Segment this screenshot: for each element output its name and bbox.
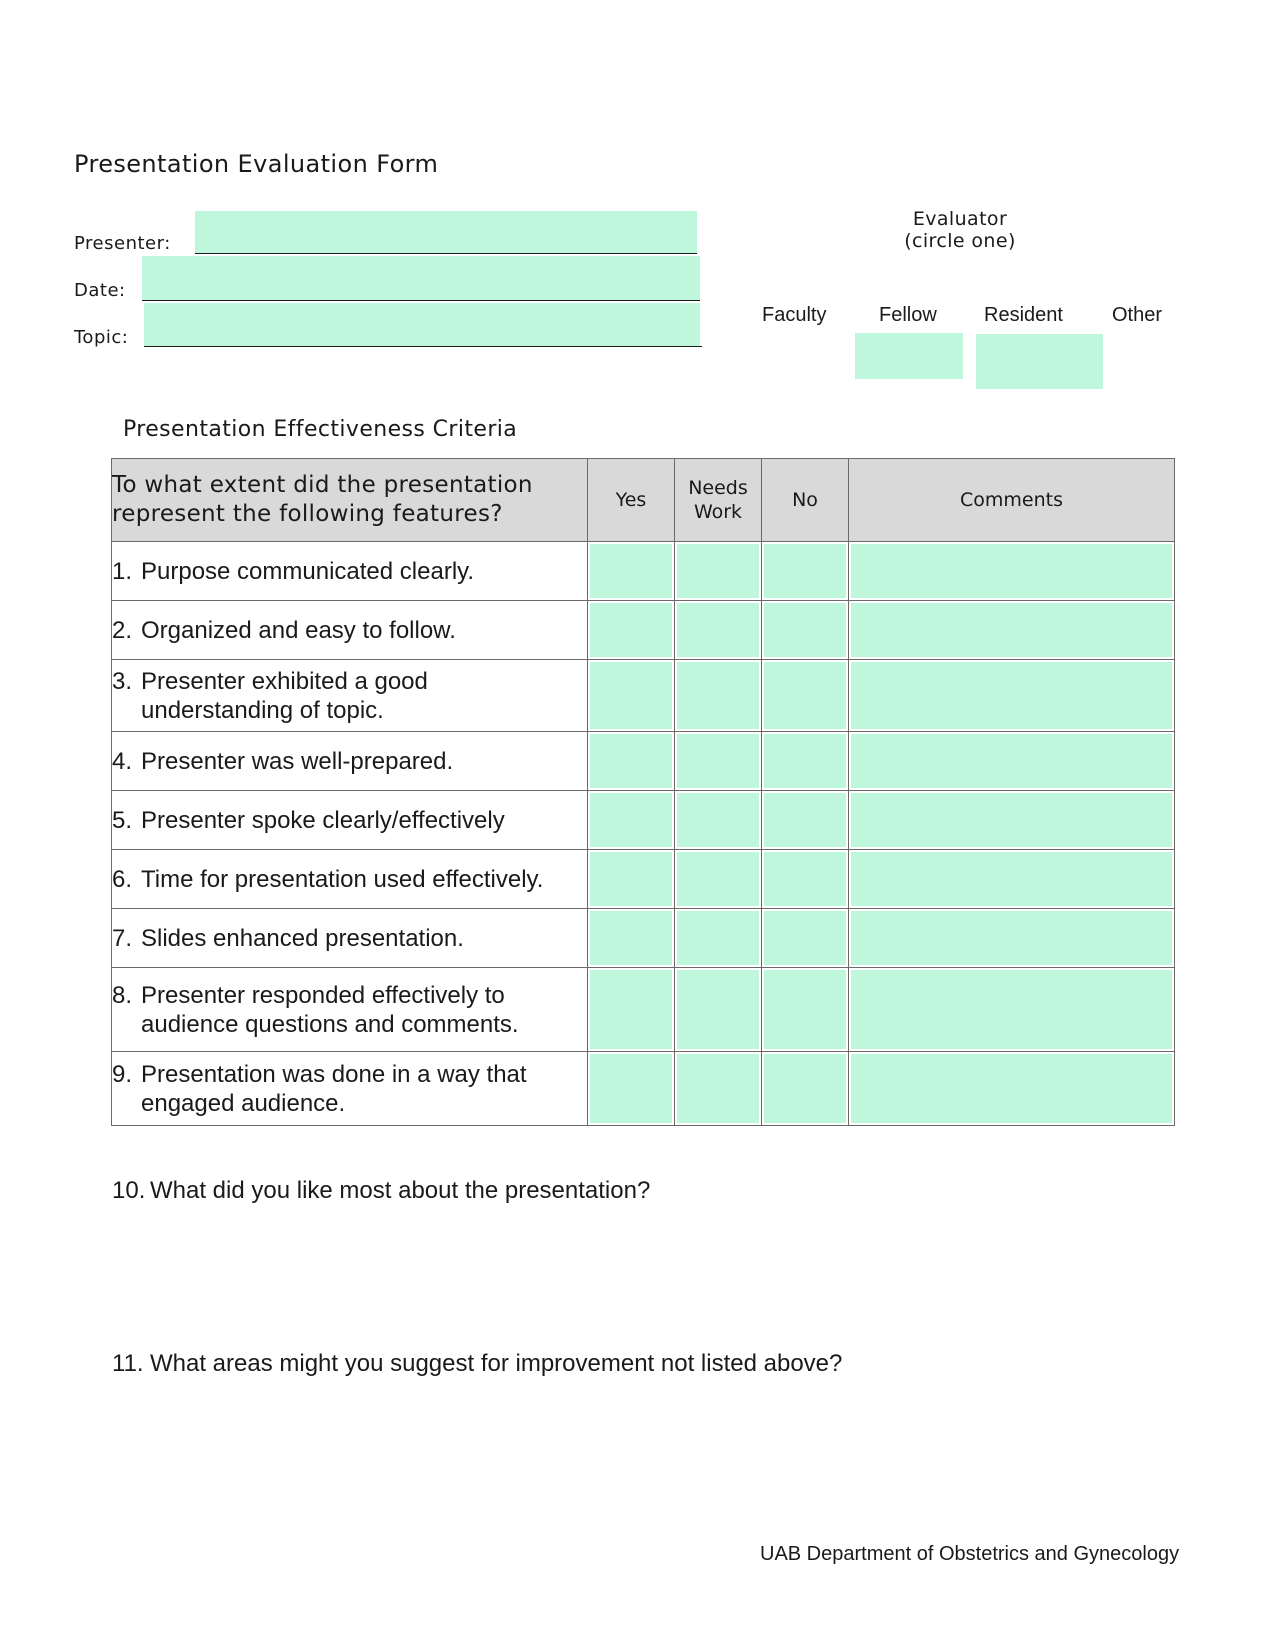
comments-field-fill [851, 911, 1172, 965]
comments-field-fill [851, 852, 1172, 906]
table-row [112, 732, 1175, 791]
comments-field[interactable] [849, 542, 1175, 601]
yes-box[interactable] [588, 732, 675, 791]
no-box-fill [764, 1054, 846, 1123]
comments-field[interactable] [849, 909, 1175, 968]
presenter-field[interactable] [195, 211, 697, 253]
no-box-fill [764, 793, 846, 847]
comments-field-fill [851, 1054, 1172, 1123]
criterion-text [112, 1052, 588, 1126]
presenter-label: Presenter: [74, 233, 171, 254]
needs-work-box-fill [677, 852, 759, 906]
yes-box-fill [590, 734, 672, 788]
table-row [112, 968, 1175, 1052]
yes-box[interactable] [588, 1052, 675, 1126]
comments-field[interactable] [849, 968, 1175, 1052]
no-box-fill [764, 970, 846, 1049]
topic-label: Topic: [74, 327, 129, 348]
needs-work-box[interactable] [675, 850, 762, 909]
criterion-text [112, 660, 588, 732]
criterion-number: 6. [112, 865, 133, 893]
needs-work-box-fill [677, 603, 759, 657]
criterion-text [112, 909, 588, 968]
criterion-number: 1. [112, 557, 133, 585]
needs-work-box-fill [677, 911, 759, 965]
no-box[interactable] [762, 909, 849, 968]
no-box[interactable] [762, 850, 849, 909]
no-box[interactable] [762, 542, 849, 601]
no-box-fill [764, 911, 846, 965]
yes-box-fill [590, 970, 672, 1049]
no-box[interactable] [762, 791, 849, 850]
needs-work-box-fill [677, 970, 759, 1049]
needs-work-box[interactable] [675, 791, 762, 850]
open-question-11: 11. What areas might you suggest for improvement not listed above? [112, 1350, 843, 1377]
yes-box-fill [590, 544, 672, 598]
yes-box[interactable] [588, 660, 675, 732]
criteria-table [111, 458, 1175, 1126]
criterion-number: 7. [112, 924, 133, 952]
role-other[interactable]: Other [1112, 304, 1163, 326]
comments-field-fill [851, 544, 1172, 598]
needs-work-box[interactable] [675, 968, 762, 1052]
no-box[interactable] [762, 968, 849, 1052]
comments-field-fill [851, 793, 1172, 847]
yes-column-header: Yes [588, 459, 675, 542]
no-box-fill [764, 734, 846, 788]
yes-box[interactable] [588, 850, 675, 909]
criterion-label: Slides enhanced presentation. [141, 924, 464, 952]
topic-underline [144, 346, 702, 347]
needs-work-box[interactable] [675, 909, 762, 968]
table-row [112, 909, 1175, 968]
criterion-label: Purpose communicated clearly. [141, 557, 475, 585]
topic-field[interactable] [144, 303, 700, 346]
table-row [112, 850, 1175, 909]
criterion-label: Presenter spoke clearly/effectively [141, 806, 505, 834]
criterion-number: 5. [112, 806, 133, 834]
table-row [112, 542, 1175, 601]
presenter-underline [195, 253, 697, 254]
comments-field-fill [851, 734, 1172, 788]
no-box-fill [764, 603, 846, 657]
fellow-field[interactable] [855, 333, 963, 379]
criterion-label: Organized and easy to follow. [141, 616, 456, 644]
comments-field-fill [851, 603, 1172, 657]
no-box[interactable] [762, 1052, 849, 1126]
table-row [112, 1052, 1175, 1126]
criterion-number: 8. [112, 981, 133, 1009]
criterion-number: 4. [112, 747, 133, 775]
criterion-text [112, 850, 588, 909]
criterion-label: Presentation was done in a way that engaged audience. [141, 1060, 527, 1117]
needs-work-box-fill [677, 1054, 759, 1123]
comments-field-fill [851, 970, 1172, 1049]
resident-field[interactable] [976, 334, 1103, 389]
date-underline [142, 300, 700, 301]
criterion-number: 9. [112, 1060, 133, 1088]
page-title: Presentation Evaluation Form [74, 150, 439, 178]
date-label: Date: [74, 280, 126, 301]
needs-work-box[interactable] [675, 732, 762, 791]
criterion-text [112, 732, 588, 791]
yes-box[interactable] [588, 601, 675, 660]
comments-field[interactable] [849, 601, 1175, 660]
no-column-header: No [762, 459, 849, 542]
no-box[interactable] [762, 660, 849, 732]
open-question-10: 10. What did you like most about the presentation? [112, 1177, 651, 1204]
needs-work-box-fill [677, 793, 759, 847]
no-box-fill [764, 544, 846, 598]
evaluator-heading: Evaluator (circle one) [904, 208, 1016, 252]
criterion-label: Time for presentation used effectively. [141, 865, 544, 893]
question-column-header: To what extent did the presentation represent the following features? [112, 459, 588, 542]
role-faculty[interactable]: Faculty [762, 304, 827, 326]
criterion-text [112, 791, 588, 850]
comments-field[interactable] [849, 1052, 1175, 1126]
needs-work-box-fill [677, 662, 759, 729]
comments-field[interactable] [849, 732, 1175, 791]
date-field[interactable] [142, 256, 700, 300]
yes-box[interactable] [588, 909, 675, 968]
footer-department: UAB Department of Obstetrics and Gynecology [760, 1543, 1180, 1565]
criterion-label: Presenter was well-prepared. [141, 747, 454, 775]
role-fellow[interactable]: Fellow [879, 304, 937, 326]
yes-box-fill [590, 911, 672, 965]
needs-work-box-fill [677, 544, 759, 598]
yes-box[interactable] [588, 791, 675, 850]
criterion-label: Presenter exhibited a good understanding of topic. [141, 667, 428, 724]
criterion-number: 2. [112, 616, 133, 644]
criterion-label: Presenter responded effectively to audience questions and comments. [141, 981, 519, 1038]
needs-work-box[interactable] [675, 542, 762, 601]
comments-column-header: Comments [849, 459, 1175, 542]
no-box-fill [764, 852, 846, 906]
table-row [112, 791, 1175, 850]
yes-box-fill [590, 1054, 672, 1123]
needs-work-box[interactable] [675, 660, 762, 732]
yes-box-fill [590, 662, 672, 729]
criteria-section-title: Presentation Effectiveness Criteria [123, 417, 518, 442]
yes-box-fill [590, 603, 672, 657]
yes-box[interactable] [588, 542, 675, 601]
criterion-number: 3. [112, 667, 133, 695]
no-box[interactable] [762, 732, 849, 791]
yes-box-fill [590, 793, 672, 847]
criterion-text [112, 968, 588, 1052]
needs-work-box-fill [677, 734, 759, 788]
table-row [112, 601, 1175, 660]
needs-work-box[interactable] [675, 1052, 762, 1126]
criterion-text [112, 601, 588, 660]
comments-field[interactable] [849, 850, 1175, 909]
no-box[interactable] [762, 601, 849, 660]
comments-field[interactable] [849, 660, 1175, 732]
needs-work-box[interactable] [675, 601, 762, 660]
criterion-text [112, 542, 588, 601]
comments-field-fill [851, 662, 1172, 729]
yes-box[interactable] [588, 968, 675, 1052]
comments-field[interactable] [849, 791, 1175, 850]
table-header-row [112, 459, 1175, 542]
table-row [112, 660, 1175, 732]
no-box-fill [764, 662, 846, 729]
yes-box-fill [590, 852, 672, 906]
role-resident[interactable]: Resident [984, 304, 1063, 326]
needs-work-column-header: Needs Work [675, 459, 762, 542]
